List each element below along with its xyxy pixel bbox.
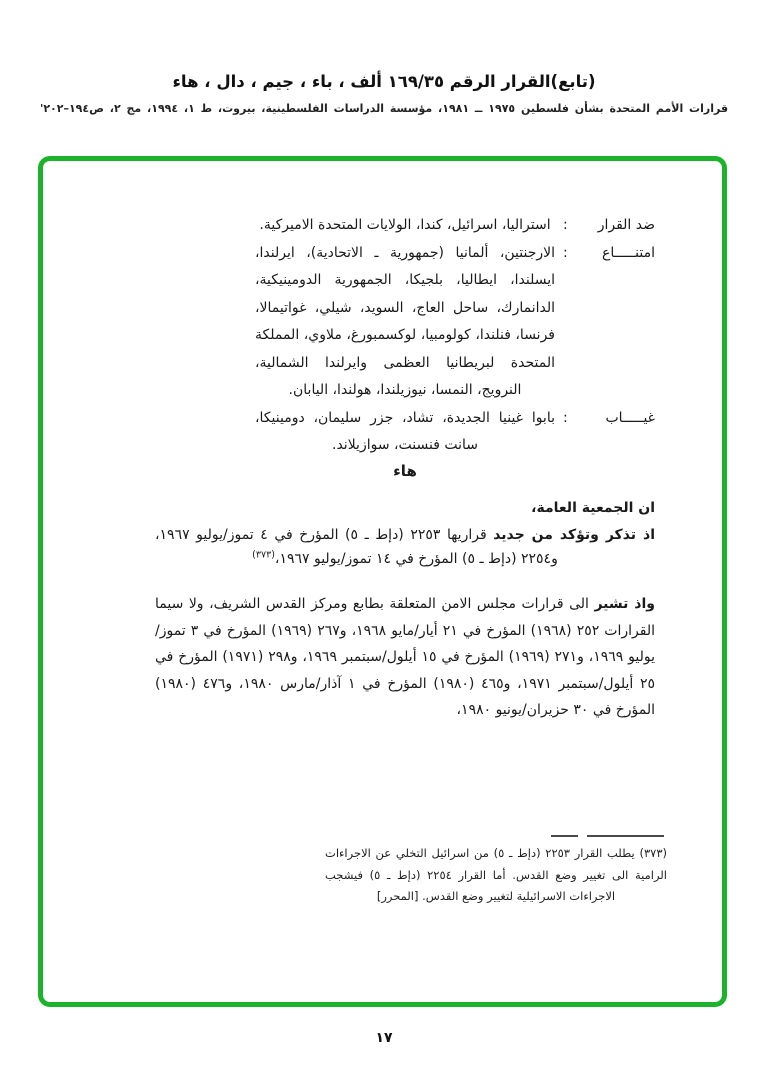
- vote-row-against: [155, 212, 655, 240]
- vote-label-cell: [563, 212, 655, 240]
- vote-label: امتنـــــاع: [602, 244, 655, 261]
- vote-label-cell: [563, 240, 655, 268]
- vote-label-cell: [563, 405, 655, 433]
- paragraph-text: الى قرارات مجلس الامن المتعلقة بطابع ومركز القدس الشريف، ولا سيما القرارات ٢٥٢ (١٩٦٨) المؤرخ في ٢١ أيار/مايو ١٩٦٨، و٢٦٧ (١٩٦٩) المؤرخ في ٣ تموز/يوليو ١٩٦٩، و٢٧١ (١٩٦٩) المؤرخ في ١٥ أيلول/سبتمبر ١٩٦٩، و٢٩٨ (١٩٧١) المؤرخ في ٢٥ أيلول/سبتمبر ١٩٧١، و٤٦٥ (١٩٨٠) المؤرخ في ١ آذار/مارس ١٩٨٠، و٤٧٦ (١٩٨٠) المؤرخ في ٣٠ حزيران/يونيو ١٩٨٠،: [155, 596, 656, 718]
- vote-row-absent: [155, 405, 655, 460]
- paragraph-lead: اذ تذكر وتؤكد من جديد: [493, 527, 655, 543]
- rule-segment: [551, 835, 578, 837]
- preamble-intro: ان الجمعية العامة،: [531, 500, 655, 516]
- preamble-paragraph: [155, 591, 655, 724]
- paragraph-text: قراريها ٢٢٥٣ (دإط ـ ٥) المؤرخ في ٤ تموز/يوليو ١٩٦٧، و٢٢٥٤ (دإط ـ ٥) المؤرخ في ١٤ تموز/يوليو ١٩٦٧،: [155, 527, 558, 567]
- vote-countries: استراليا، اسرائيل، كندا، الولايات المتحدة الاميركية.: [259, 217, 551, 233]
- footnote-text: يطلب القرار ٢٢٥٣ (دإط ـ ٥) من اسرائيل التخلي عن الاجراءات الرامية الى تغيير وضع القدس. أما القرار ٢٢٥٤ (دإط ـ ٥) فيشجب الاجراءات الاسرائيلية لتغيير وضع القدس. [المحرر]: [325, 846, 667, 903]
- footnote-reference: (٣٧٣): [252, 548, 275, 560]
- source-citation: قرارات الأمم المتحدة بشأن فلسطين ١٩٧٥ ــ ١٩٨١، مؤسسة الدراسات الفلسطينية، بيروت، ط ١، ١٩٩٤، مج ٢، ص١٩٤–٢٠٢': [39, 102, 729, 115]
- vote-record: [155, 212, 655, 460]
- green-border-frame: [38, 156, 727, 1007]
- vote-separator: :: [563, 217, 568, 233]
- vote-separator: :: [563, 409, 568, 426]
- vote-separator: :: [563, 244, 568, 261]
- vote-label: ضد القرار: [597, 217, 655, 233]
- document-body: [155, 161, 667, 1002]
- paragraph-lead: واذ تشير: [594, 596, 655, 612]
- vote-row-abstain: [155, 240, 655, 405]
- footnote-marker: (٣٧٣): [639, 846, 667, 860]
- page-number: ١٧: [375, 1030, 393, 1046]
- footnote: [325, 843, 667, 908]
- section-heading: هاء: [393, 462, 417, 480]
- rule-segment: [587, 835, 664, 837]
- preamble-paragraph: [155, 524, 655, 571]
- footnote-rule: [551, 835, 664, 837]
- vote-countries: بابوا غينيا الجديدة، تشاد، جزر سليمان، دومينيكا، سانت فنسنت، سوازيلاند.: [255, 409, 555, 453]
- vote-label: غيـــــاب: [605, 409, 655, 426]
- running-head: [0, 72, 768, 115]
- resolution-title: (تابع)القرار الرقم ١٦٩/٣٥ ألف ، باء ، جيم ، دال ، هاء: [172, 72, 596, 91]
- vote-countries: الارجنتين، ألمانيا (جمهورية ـ الاتحادية)، ايرلندا، ايسلندا، ايطاليا، بلجيكا، الجمهورية الدومينيكية، الدانمارك، ساحل العاج، السويد، شيلي، غواتيمالا، فرنسا، فنلندا، كولومبيا، لوكسمبورغ، ملاوي، المملكة المتحدة لبريطانيا العظمى وايرلندا الشمالية، النرويج، النمسا، نيوزيلندا، هولندا، اليابان.: [255, 244, 555, 398]
